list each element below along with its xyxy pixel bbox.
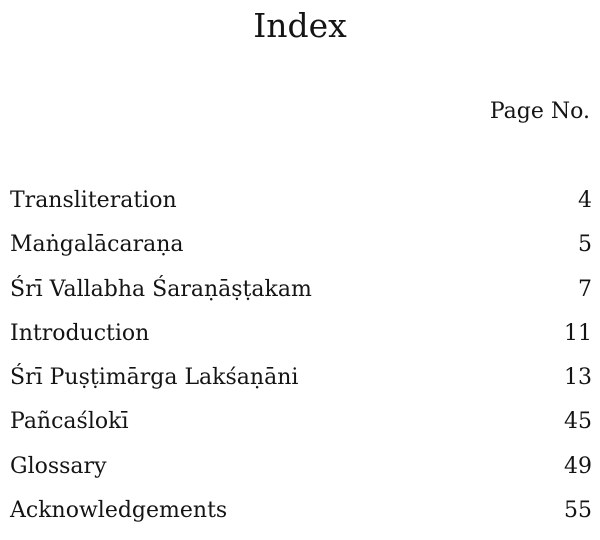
toc-entry-mangalacarana xyxy=(10,230,592,274)
toc-entry-title: Śrī Puṣṭimārga Lakśaṇāni xyxy=(10,365,299,391)
toc-entry-sri-vallabha-saranastakam xyxy=(10,275,592,319)
toc-entry-page-number: 55 xyxy=(564,498,592,524)
toc-entry-page-number: 49 xyxy=(564,453,592,479)
toc-entry-glossary xyxy=(10,452,592,496)
toc-entry-title: Glossary xyxy=(10,453,107,479)
toc-entry-transliteration xyxy=(10,186,592,230)
toc-entry-introduction xyxy=(10,319,592,363)
toc-entry-title: Pañcaślokī xyxy=(10,409,129,435)
toc-entry-title: Transliteration xyxy=(10,188,177,213)
toc-entry-page-number: 5 xyxy=(578,232,592,258)
toc-entry-page-number: 45 xyxy=(564,409,592,435)
toc-entry-title: Maṅgalācaraṇa xyxy=(10,232,184,258)
page-number-column-header: Page No. xyxy=(489,99,590,124)
toc-entry-title: Śrī Vallabha Śaraṇāṣṭakam xyxy=(10,276,312,302)
toc-entry-page-number: 11 xyxy=(564,320,592,346)
page-title: Index xyxy=(253,6,347,45)
toc-entry-page-number: 7 xyxy=(578,276,592,302)
toc-entry-title: Introduction xyxy=(10,320,150,346)
toc-entry-page-number: 13 xyxy=(564,365,592,391)
table-of-contents xyxy=(10,186,592,540)
toc-entry-page-number: 4 xyxy=(578,188,592,213)
toc-entry-title: Acknowledgements xyxy=(10,498,228,524)
toc-entry-pancasloki xyxy=(10,407,592,451)
toc-entry-acknowledgements xyxy=(10,496,592,540)
toc-entry-sri-pustimarga-laksanani xyxy=(10,363,592,407)
